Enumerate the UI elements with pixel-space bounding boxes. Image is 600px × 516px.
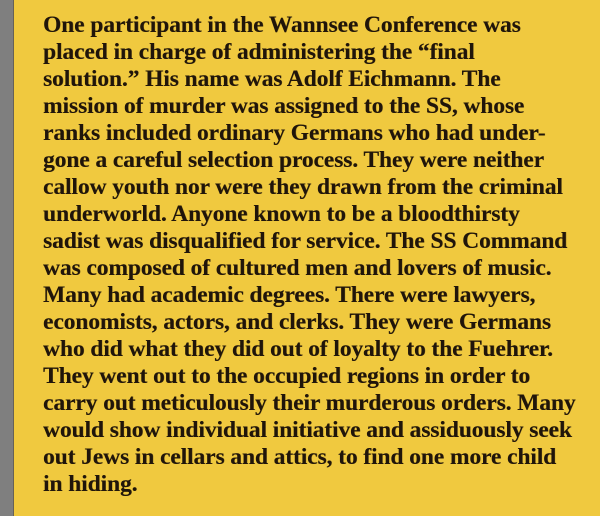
text-line: gone a careful selection process. They were neither (43, 147, 544, 173)
scan-edge-strip (0, 0, 14, 516)
text-line: sadist was disqualified for service. The SS Command (43, 228, 568, 254)
text-line: placed in charge of administering the “final (43, 39, 475, 65)
text-line: was composed of cultured men and lovers of music. (43, 255, 552, 281)
text-line: who did what they did out of loyalty to the Fuehrer. (43, 336, 553, 362)
text-line: carry out meticulously their murderous orders. Many (43, 390, 576, 416)
text-line: ranks included ordinary Germans who had under- (43, 120, 546, 146)
text-line: mission of murder was assigned to the SS, whose (43, 93, 525, 119)
paragraph (43, 12, 593, 498)
text-line: underworld. Anyone known to be a bloodthirsty (43, 201, 520, 227)
text-line: in hiding. (43, 471, 138, 497)
text-line: would show individual initiative and assiduously seek (43, 417, 572, 443)
text-line: They went out to the occupied regions in order to (43, 363, 531, 389)
text-line: callow youth nor were they drawn from the criminal (43, 174, 563, 200)
text-line: economists, actors, and clerks. They were Germans (43, 309, 551, 335)
text-line: solution.” His name was Adolf Eichmann. The (43, 66, 501, 92)
text-line: One participant in the Wannsee Conference was (43, 12, 521, 38)
text-line: Many had academic degrees. There were lawyers, (43, 282, 536, 308)
text-line: out Jews in cellars and attics, to find one more child (43, 444, 557, 470)
